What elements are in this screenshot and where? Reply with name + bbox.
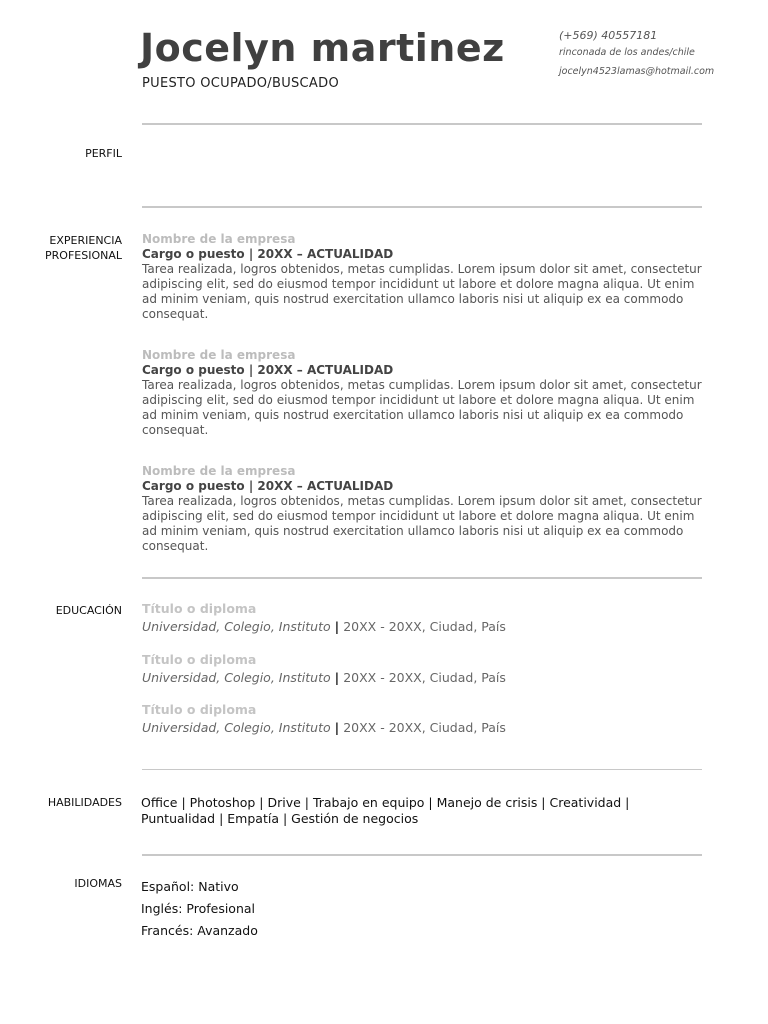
language-item: Inglés: Profesional (141, 901, 256, 916)
institution-name: Universidad, Colegio, Instituto (142, 720, 331, 735)
divider (142, 577, 702, 579)
education-entry (142, 651, 702, 687)
job-role: Cargo o puesto | 20XX – ACTUALIDAD (142, 479, 394, 493)
separator: | (334, 720, 340, 735)
section-label-experiencia-line1: EXPERIENCIA (49, 234, 122, 247)
section-label-habilidades: HABILIDADES (47, 796, 122, 809)
languages-list (141, 876, 258, 942)
education-entry (142, 600, 702, 636)
job-description: Tarea realizada, logros obtenidos, metas cumplidas. Lorem ipsum dolor sit amet, consectetur adipiscing elit, sed do eiusmod tempor incididunt ut labore et dolore magna aliqua. Ut enim ad minim veniam, quis nostrud exercitation ullamco laboris nisi ut aliquip ex ea commodo consequat. (142, 494, 702, 553)
language-item: Francés: Avanzado (141, 923, 258, 938)
divider (142, 206, 702, 208)
contact-email: jocelyn4523lamas@hotmail.com (559, 66, 715, 77)
education-dates-place: 20XX - 20XX, Ciudad, País (343, 670, 506, 685)
education-details (142, 719, 702, 737)
divider (142, 769, 702, 770)
contact-phone: (+569) 40557181 (559, 29, 658, 42)
institution-name: Universidad, Colegio, Instituto (142, 619, 331, 634)
skills-list: Office | Photoshop | Drive | Trabajo en equipo | Manejo de crisis | Creatividad | Puntualidad | Empatía | Gestión de negocios (141, 795, 630, 826)
contact-location: rinconada de los andes/chile (559, 47, 695, 58)
company-name: Nombre de la empresa (142, 464, 296, 478)
company-name: Nombre de la empresa (142, 232, 296, 246)
education-dates-place: 20XX - 20XX, Ciudad, País (343, 619, 506, 634)
section-label-educacion: EDUCACIÓN (55, 604, 122, 617)
language-item: Español: Nativo (141, 879, 239, 894)
job-role: Cargo o puesto | 20XX – ACTUALIDAD (142, 363, 394, 377)
institution-name: Universidad, Colegio, Instituto (142, 670, 331, 685)
job-description: Tarea realizada, logros obtenidos, metas cumplidas. Lorem ipsum dolor sit amet, consectetur adipiscing elit, sed do eiusmod tempor incididunt ut labore et dolore magna aliqua. Ut enim ad minim veniam, quis nostrud exercitation ullamco laboris nisi ut aliquip ex ea commodo consequat. (142, 262, 702, 321)
degree-title: Título o diploma (142, 601, 257, 616)
contact-block (559, 28, 714, 81)
job-role: Cargo o puesto | 20XX – ACTUALIDAD (142, 247, 394, 261)
separator: | (334, 619, 340, 634)
degree-title: Título o diploma (142, 702, 257, 717)
degree-title: Título o diploma (142, 652, 257, 667)
section-label-experiencia-line2: PROFESIONAL (45, 249, 122, 262)
education-details (142, 618, 702, 636)
experience-entry (142, 348, 702, 438)
section-label-experiencia (45, 233, 122, 263)
company-name: Nombre de la empresa (142, 348, 296, 362)
education-details (142, 669, 702, 687)
divider (142, 854, 702, 856)
resume-name: Jocelyn martinez (140, 26, 505, 70)
experience-entry (142, 464, 702, 554)
job-title: PUESTO OCUPADO/BUSCADO (142, 76, 339, 91)
divider (142, 123, 702, 125)
section-label-perfil: PERFIL (85, 147, 122, 160)
education-entry (142, 701, 702, 737)
separator: | (334, 670, 340, 685)
job-description: Tarea realizada, logros obtenidos, metas cumplidas. Lorem ipsum dolor sit amet, consectetur adipiscing elit, sed do eiusmod tempor incididunt ut labore et dolore magna aliqua. Ut enim ad minim veniam, quis nostrud exercitation ullamco laboris nisi ut aliquip ex ea commodo consequat. (142, 378, 702, 437)
education-dates-place: 20XX - 20XX, Ciudad, País (343, 720, 506, 735)
section-label-idiomas: IDIOMAS (74, 877, 122, 890)
experience-entry (142, 232, 702, 322)
